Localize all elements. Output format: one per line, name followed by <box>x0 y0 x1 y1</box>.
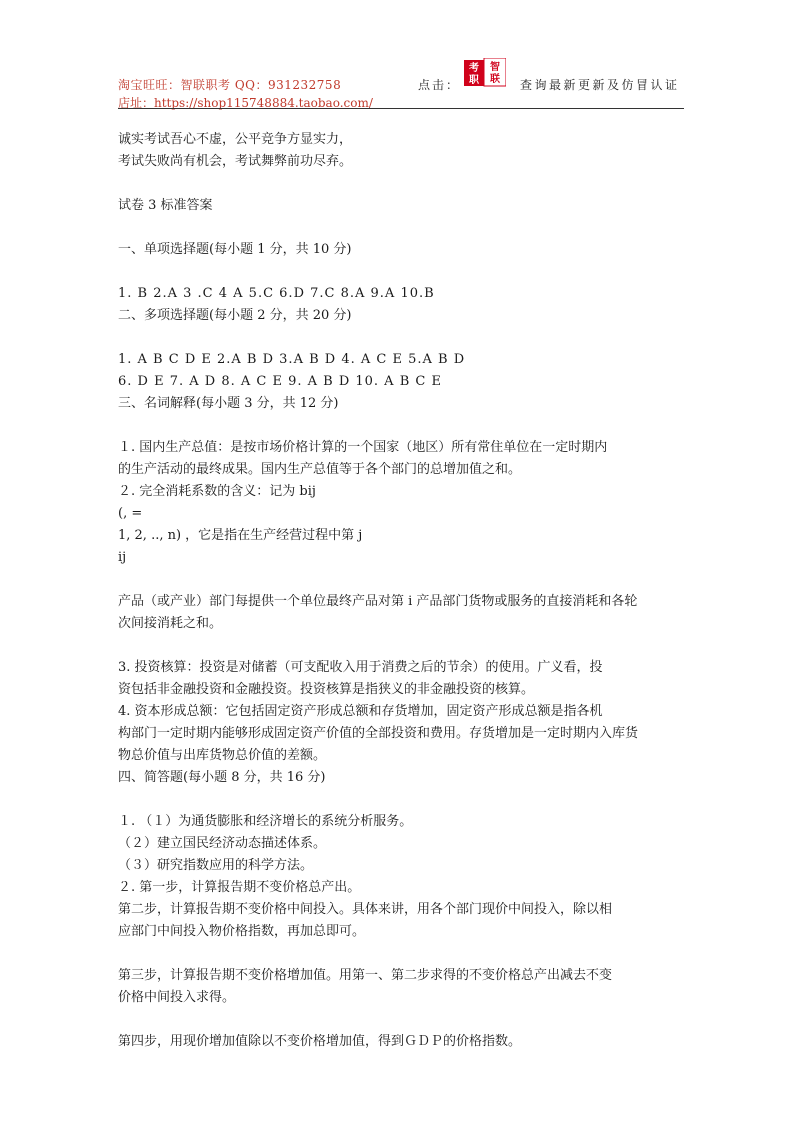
term-2-line-1: ２. 完全消耗系数的含义：记为 bij <box>118 484 316 499</box>
document-title: 试卷 3 标准答案 <box>118 198 213 213</box>
logo-char-lian: 联 <box>490 74 500 85</box>
logo-char-zhi: 智 <box>490 62 500 73</box>
answer-2-line-3: 应部门中间投入物价格指数，再加总即可。 <box>118 924 366 939</box>
answer-2-line-4: 第三步，计算报告期不变价格增加值。用第一、第二步求得的不变价格总产出减去不变 <box>118 968 613 983</box>
term-1-line-2: 的生产活动的最终成果。国内生产总值等于各个部门的总增加值之和。 <box>118 462 522 477</box>
term-2-line-4: ij <box>118 550 127 565</box>
logo-char-zhi2: 职 <box>469 75 479 86</box>
query-update-link[interactable]: 查询最新更新及仿冒认证 <box>520 78 680 92</box>
term-2-line-5: 产品（或产业）部门每提供一个单位最终产品对第 i 产品部门货物或服务的直接消耗和各轮 <box>118 594 638 609</box>
motto-line-2: 考试失败尚有机会，考试舞弊前功尽弃。 <box>118 154 353 169</box>
section-2-heading: 二、多项选择题(每小题 2 分，共 20 分) <box>118 308 352 323</box>
zhilian-logo-icon[interactable] <box>464 58 506 88</box>
section-2-answers-2: 6. D E 7. A D 8. A C E 9. A B D 10. A B C E <box>118 374 442 389</box>
header-divider <box>118 108 684 109</box>
page-header <box>118 58 684 108</box>
section-3-heading: 三、名词解释(每小题 3 分，共 12 分) <box>118 396 339 411</box>
answer-2-line-2: 第二步，计算报告期不变价格中间投入。具体来讲，用各个部门现价中间投入，除以相 <box>118 902 613 917</box>
term-4-line-3: 物总价值与出库货物总价值的差额。 <box>118 748 327 763</box>
answer-1-line-3: （３）研究指数应用的科学方法。 <box>118 858 314 873</box>
shop-url-link[interactable]: 店址：https://shop115748884.taobao.com/ <box>118 96 373 110</box>
click-label: 点击： <box>418 78 461 92</box>
term-1-line-1: １. 国内生产总值：是按市场价格计算的一个国家（地区）所有常住单位在一定时期内 <box>118 440 608 455</box>
answer-1-line-2: （２）建立国民经济动态描述体系。 <box>118 836 327 851</box>
motto-line-1: 诚实考试吾心不虚，公平竞争方显实力， <box>118 132 353 147</box>
term-2-line-6: 次间接消耗之和。 <box>118 616 223 631</box>
term-2-line-2: (, = <box>118 506 143 521</box>
answer-1-line-1: １. （１）为通货膨胀和经济增长的系统分析服务。 <box>118 814 413 829</box>
section-4-heading: 四、简答题(每小题 8 分，共 16 分) <box>118 770 326 785</box>
shop-contact-line: 淘宝旺旺：智联职考 QQ：931232758 <box>118 78 342 92</box>
term-4-line-1: 4. 资本形成总额：它包括固定资产形成总额和存货增加，固定资产形成总额是指各机 <box>118 704 603 719</box>
term-4-line-2: 构部门一定时期内能够形成固定资产价值的全部投资和费用。存货增加是一定时期内入库货 <box>118 726 639 741</box>
term-2-line-3: 1, 2, .., n) ，它是指在生产经营过程中第 j <box>118 528 363 543</box>
term-3-line-2: 资包括非金融投资和金融投资。投资核算是指狭义的非金融投资的核算。 <box>118 682 535 697</box>
section-1-heading: 一、单项选择题(每小题 1 分，共 10 分) <box>118 242 352 257</box>
answer-2-line-1: ２. 第一步，计算报告期不变价格总产出。 <box>118 880 361 895</box>
answer-2-line-5: 价格中间投入求得。 <box>118 990 236 1005</box>
logo-char-kao: 考 <box>469 63 479 74</box>
answer-2-line-6: 第四步，用现价增加值除以不变价格增加值，得到ＧＤＰ的价格指数。 <box>118 1034 522 1049</box>
section-1-answers: 1. B 2.A 3 .C 4 A 5.C 6.D 7.C 8.A 9.A 10.B <box>118 286 435 301</box>
term-3-line-1: 3. 投资核算：投资是对储蓄（可支配收入用于消费之后的节余）的使用。广义看，投 <box>118 660 603 675</box>
answer-document <box>118 129 698 1053</box>
section-2-answers-1: 1. A B C D E 2.A B D 3.A B D 4. A C E 5.A B D <box>118 352 466 367</box>
